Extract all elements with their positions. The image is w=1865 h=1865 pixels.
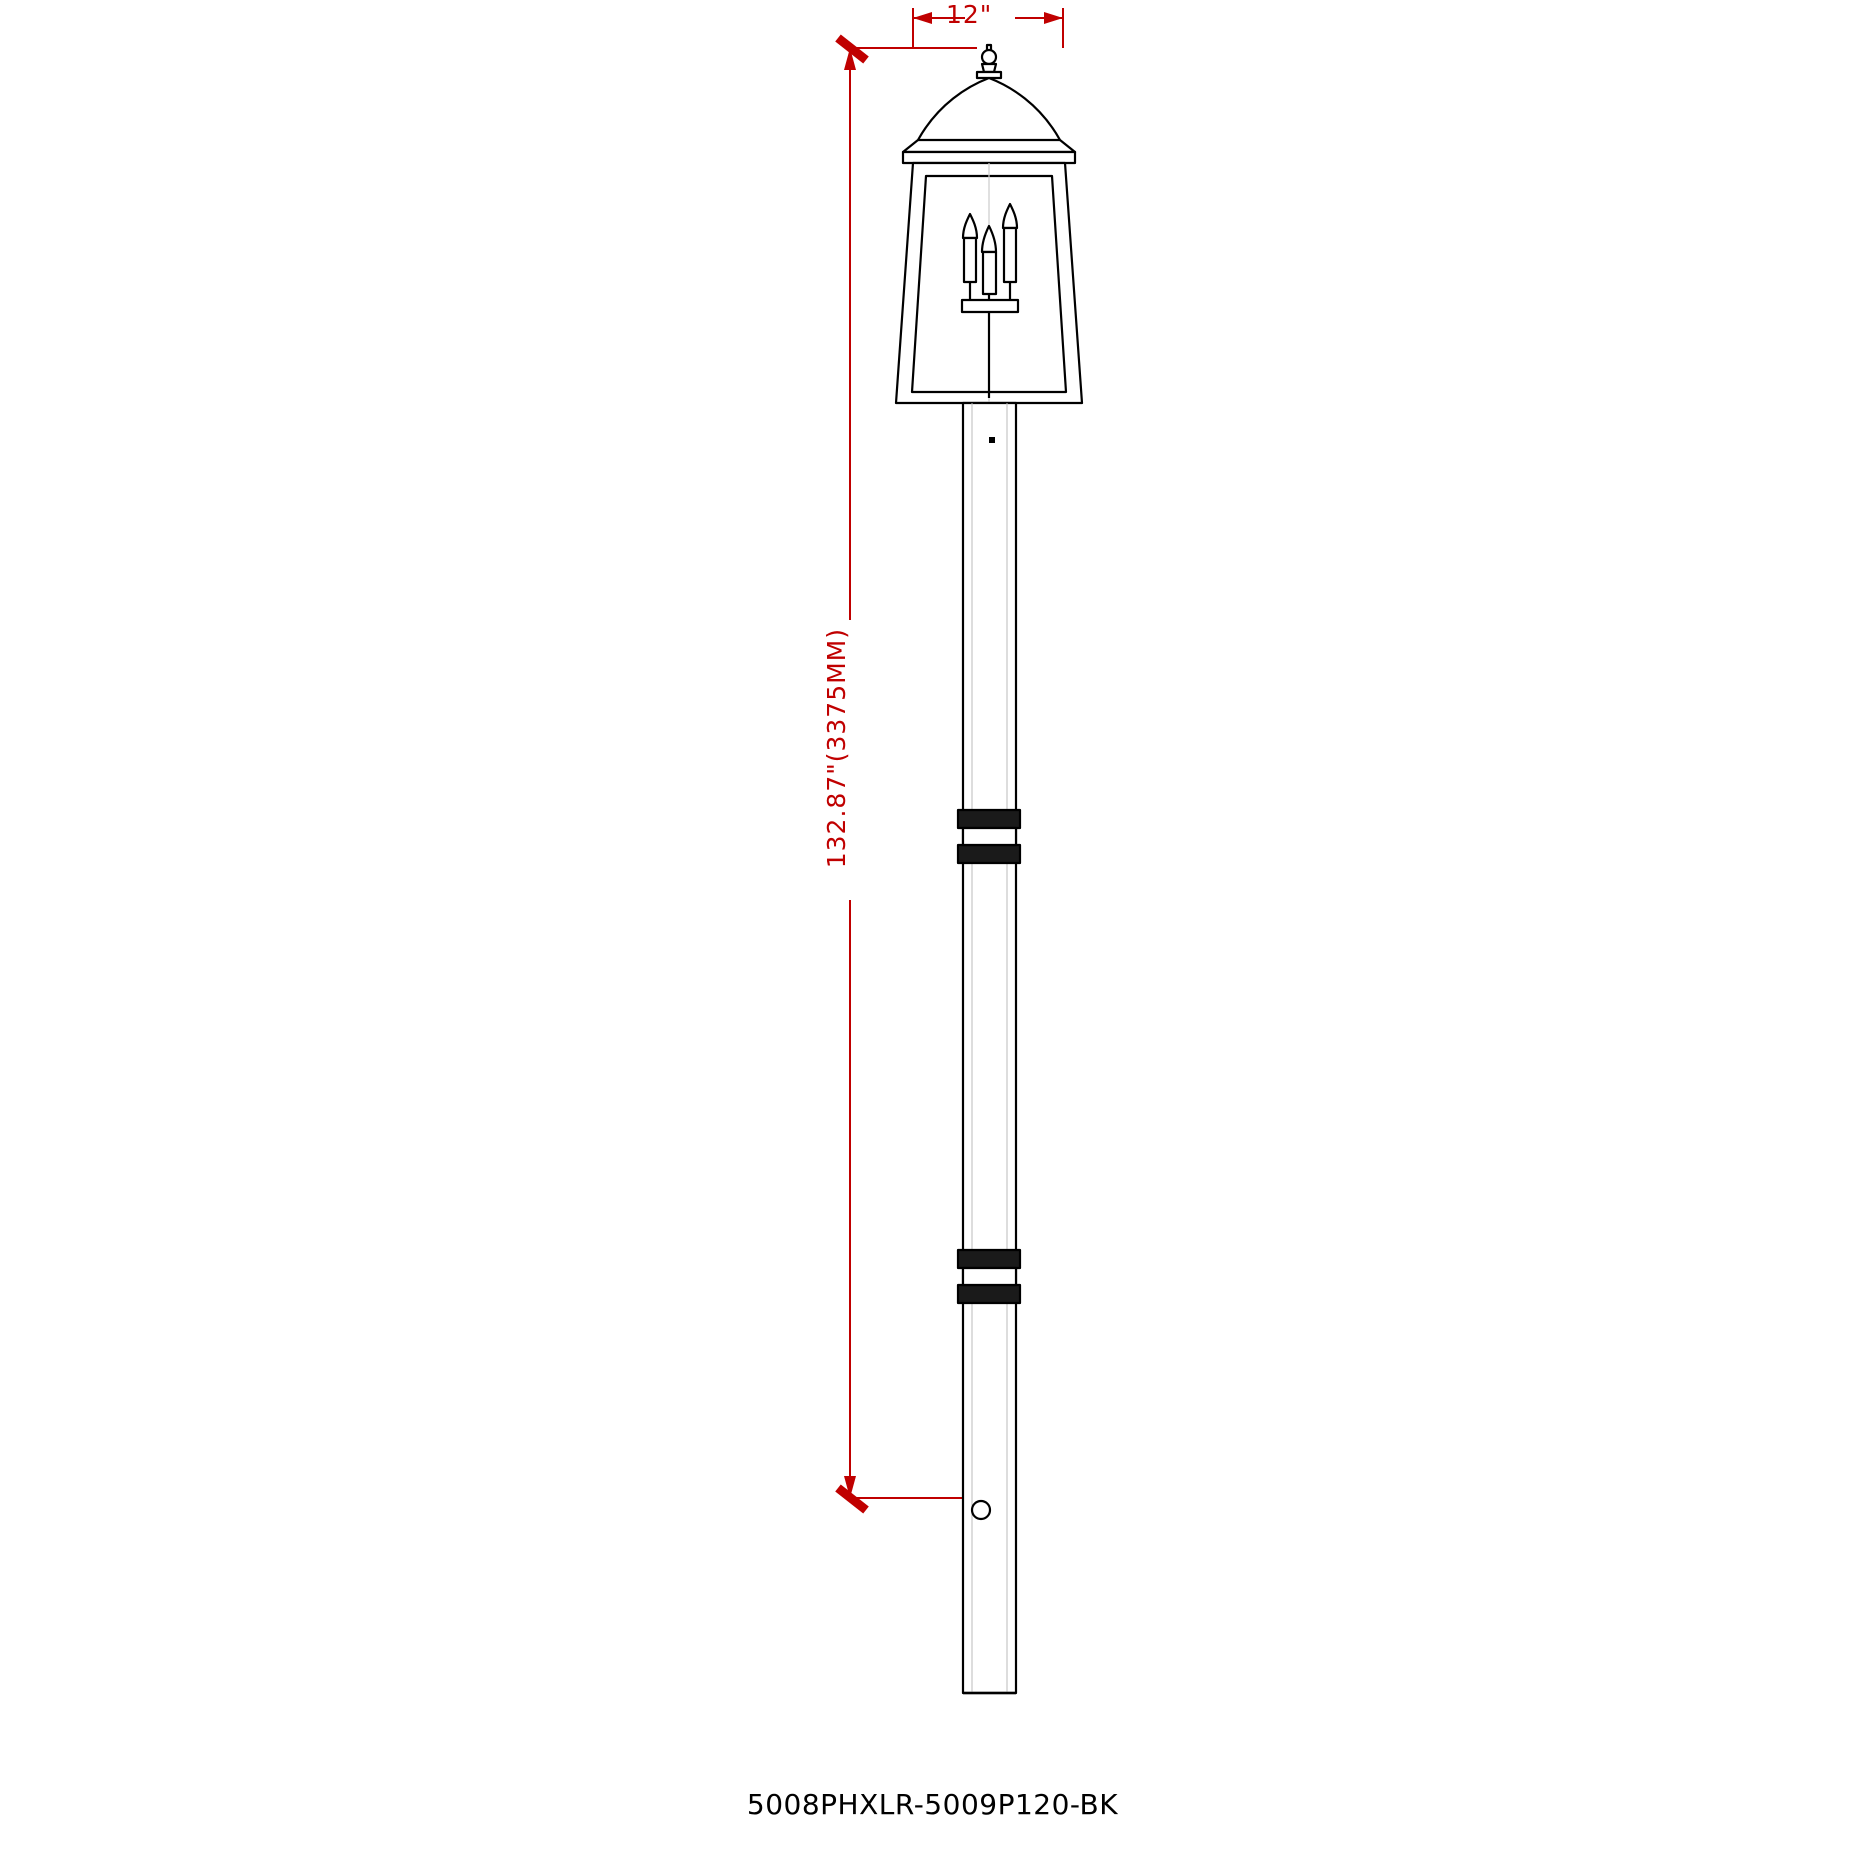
height-dimension-label: 132.87"(3375MM) [822,628,851,869]
lower-collar [958,1250,1020,1303]
lantern-roof [903,78,1075,163]
fixture-geometry [896,45,1082,1693]
width-dimension-label: 12" [946,0,993,29]
access-hole [972,1501,990,1519]
part-number-label: 5008PHXLR-5009P120-BK [746,1788,1119,1821]
upper-collar [958,810,1020,863]
finial [977,45,1001,78]
post [963,403,1016,1693]
